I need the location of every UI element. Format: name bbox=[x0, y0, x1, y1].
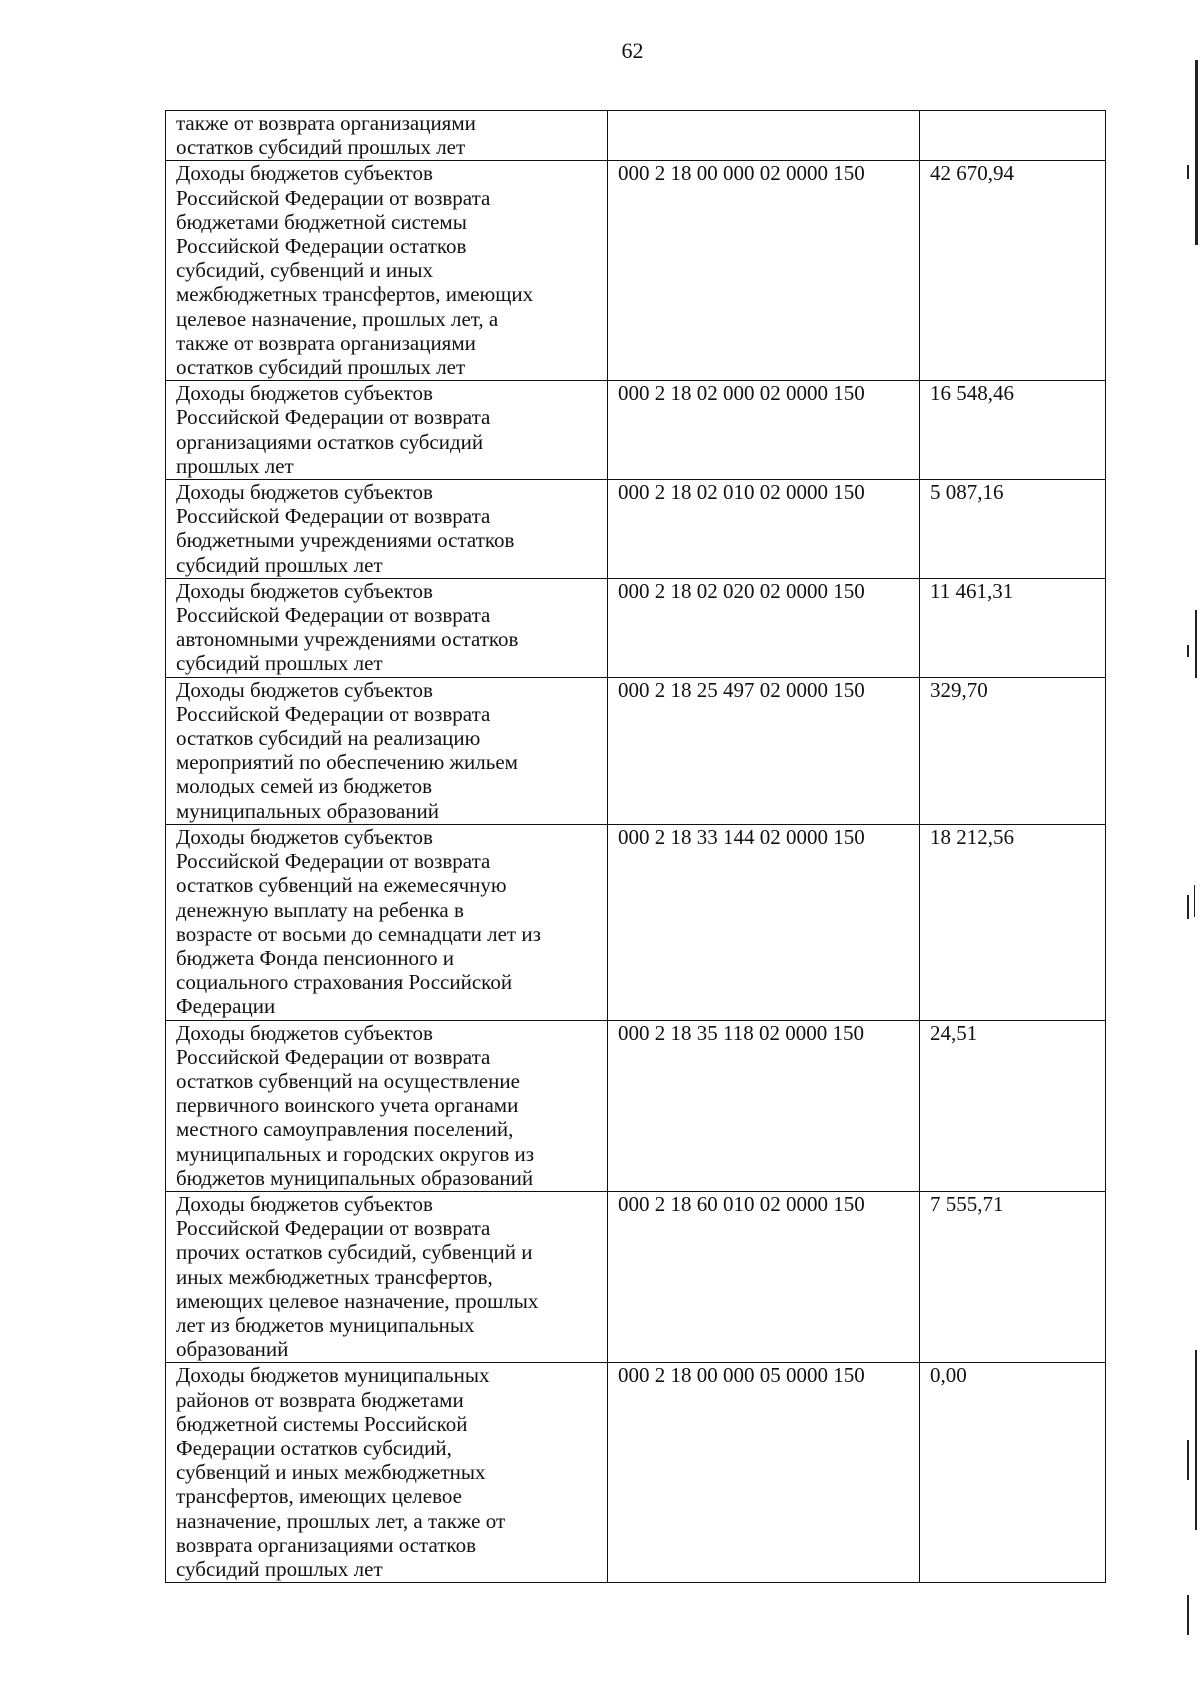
table-cell-description bbox=[166, 1363, 608, 1583]
scan-edge-mark bbox=[1187, 645, 1189, 657]
row-budget-code: 000 2 18 33 144 02 0000 150 bbox=[608, 824, 920, 1020]
row-budget-code: 000 2 18 60 010 02 0000 150 bbox=[608, 1191, 920, 1362]
table-cell-description bbox=[166, 1020, 608, 1191]
row-description: Доходы бюджетов субъектов Российской Федерации от возврата прочих остатков субсидий, субвенций и иных межбюджетных трансфертов, имеющих целевое назначение, прошлых лет из бюджетов муниципальных образований bbox=[176, 1191, 539, 1362]
row-amount bbox=[920, 111, 1106, 161]
row-budget-code: 000 2 18 25 497 02 0000 150 bbox=[608, 677, 920, 824]
table-row bbox=[166, 480, 1106, 579]
table-row bbox=[166, 1363, 1106, 1583]
scan-edge-mark bbox=[1195, 60, 1198, 245]
row-amount: 11 461,31 bbox=[920, 578, 1106, 677]
row-budget-code: 000 2 18 00 000 02 0000 150 bbox=[608, 161, 920, 381]
table-row bbox=[166, 381, 1106, 480]
row-amount: 42 670,94 bbox=[920, 161, 1106, 381]
table-cell-description bbox=[166, 111, 608, 161]
row-budget-code: 000 2 18 02 010 02 0000 150 bbox=[608, 480, 920, 579]
page-number: 62 bbox=[621, 38, 644, 63]
table-body bbox=[166, 111, 1106, 1583]
row-budget-code: 000 2 18 02 000 02 0000 150 bbox=[608, 381, 920, 480]
row-description: Доходы бюджетов субъектов Российской Федерации от возврата бюджетными учреждениями остатков субсидий прошлых лет bbox=[176, 480, 515, 577]
row-description: Доходы бюджетов субъектов Российской Федерации от возврата автономными учреждениями остатков субсидий прошлых лет bbox=[176, 578, 519, 676]
row-description: Доходы бюджетов субъектов Российской Федерации от возврата остатков субвенций на ежемесячную денежную выплату на ребенка в возрасте от восьми до семнадцати лет из бюджета Фонда пенсионного и социального страхования Российской Федерации bbox=[176, 824, 541, 1019]
scan-edge-mark bbox=[1187, 165, 1189, 179]
table-row bbox=[166, 1020, 1106, 1191]
scan-edge-mark bbox=[1187, 895, 1189, 919]
scan-edge-mark bbox=[1187, 1595, 1189, 1635]
table-cell-description bbox=[166, 480, 608, 579]
budget-revenue-table bbox=[165, 110, 1106, 1583]
table-row bbox=[166, 578, 1106, 677]
row-description: Доходы бюджетов субъектов Российской Федерации от возврата остатков субсидий на реализацию мероприятий по обеспечению жильем молодых семей из бюджетов муниципальных образований bbox=[176, 677, 518, 823]
table-cell-description bbox=[166, 1191, 608, 1362]
row-budget-code: 000 2 18 35 118 02 0000 150 bbox=[608, 1020, 920, 1191]
row-amount: 7 555,71 bbox=[920, 1191, 1106, 1362]
row-budget-code: 000 2 18 02 020 02 0000 150 bbox=[608, 578, 920, 677]
table-row bbox=[166, 161, 1106, 381]
table-cell-description bbox=[166, 677, 608, 824]
scan-edge-mark bbox=[1195, 610, 1197, 678]
row-amount: 24,51 bbox=[920, 1020, 1106, 1191]
row-amount: 18 212,56 bbox=[920, 824, 1106, 1020]
table-cell-description bbox=[166, 578, 608, 677]
row-description: Доходы бюджетов муниципальных районов от возврата бюджетами бюджетной системы Российской Федерации остатков субсидий, субвенций и иных межбюджетных трансфертов, имеющих целевое назначение, прошлых лет, а также от возврата организациями остатков субсидий прошлых лет bbox=[176, 1363, 506, 1581]
row-description: Доходы бюджетов субъектов Российской Федерации от возврата остатков субвенций на осуществление первичного воинского учета органами местного самоуправления поселений, муниципальных и городских округов из бюджетов муниципальных образований bbox=[176, 1020, 535, 1190]
row-description: также от возврата организациями остатков субсидий прошлых лет bbox=[176, 111, 476, 160]
table-cell-description bbox=[166, 824, 608, 1020]
table-cell-description bbox=[166, 161, 608, 381]
table-row bbox=[166, 824, 1106, 1020]
table-row bbox=[166, 111, 1106, 161]
row-budget-code bbox=[608, 111, 920, 161]
row-description: Доходы бюджетов субъектов Российской Федерации от возврата организациями остатков субсидий прошлых лет bbox=[176, 381, 491, 478]
table-row bbox=[166, 1191, 1106, 1362]
scan-edge-mark bbox=[1194, 885, 1195, 917]
table-row bbox=[166, 677, 1106, 824]
row-amount: 5 087,16 bbox=[920, 480, 1106, 579]
row-budget-code: 000 2 18 00 000 05 0000 150 bbox=[608, 1363, 920, 1583]
row-amount: 329,70 bbox=[920, 677, 1106, 824]
row-amount: 16 548,46 bbox=[920, 381, 1106, 480]
table-cell-description bbox=[166, 381, 608, 480]
row-amount: 0,00 bbox=[920, 1363, 1106, 1583]
scan-edge-mark bbox=[1195, 1350, 1197, 1530]
scan-edge-mark bbox=[1187, 1440, 1189, 1480]
row-description: Доходы бюджетов субъектов Российской Федерации от возврата бюджетами бюджетной системы Российской Федерации остатков субсидий, субвенций и иных межбюджетных трансфертов, имеющих целевое назначение, прошлых лет, а также от возврата организациями остатков субсидий прошлых лет bbox=[176, 161, 534, 380]
